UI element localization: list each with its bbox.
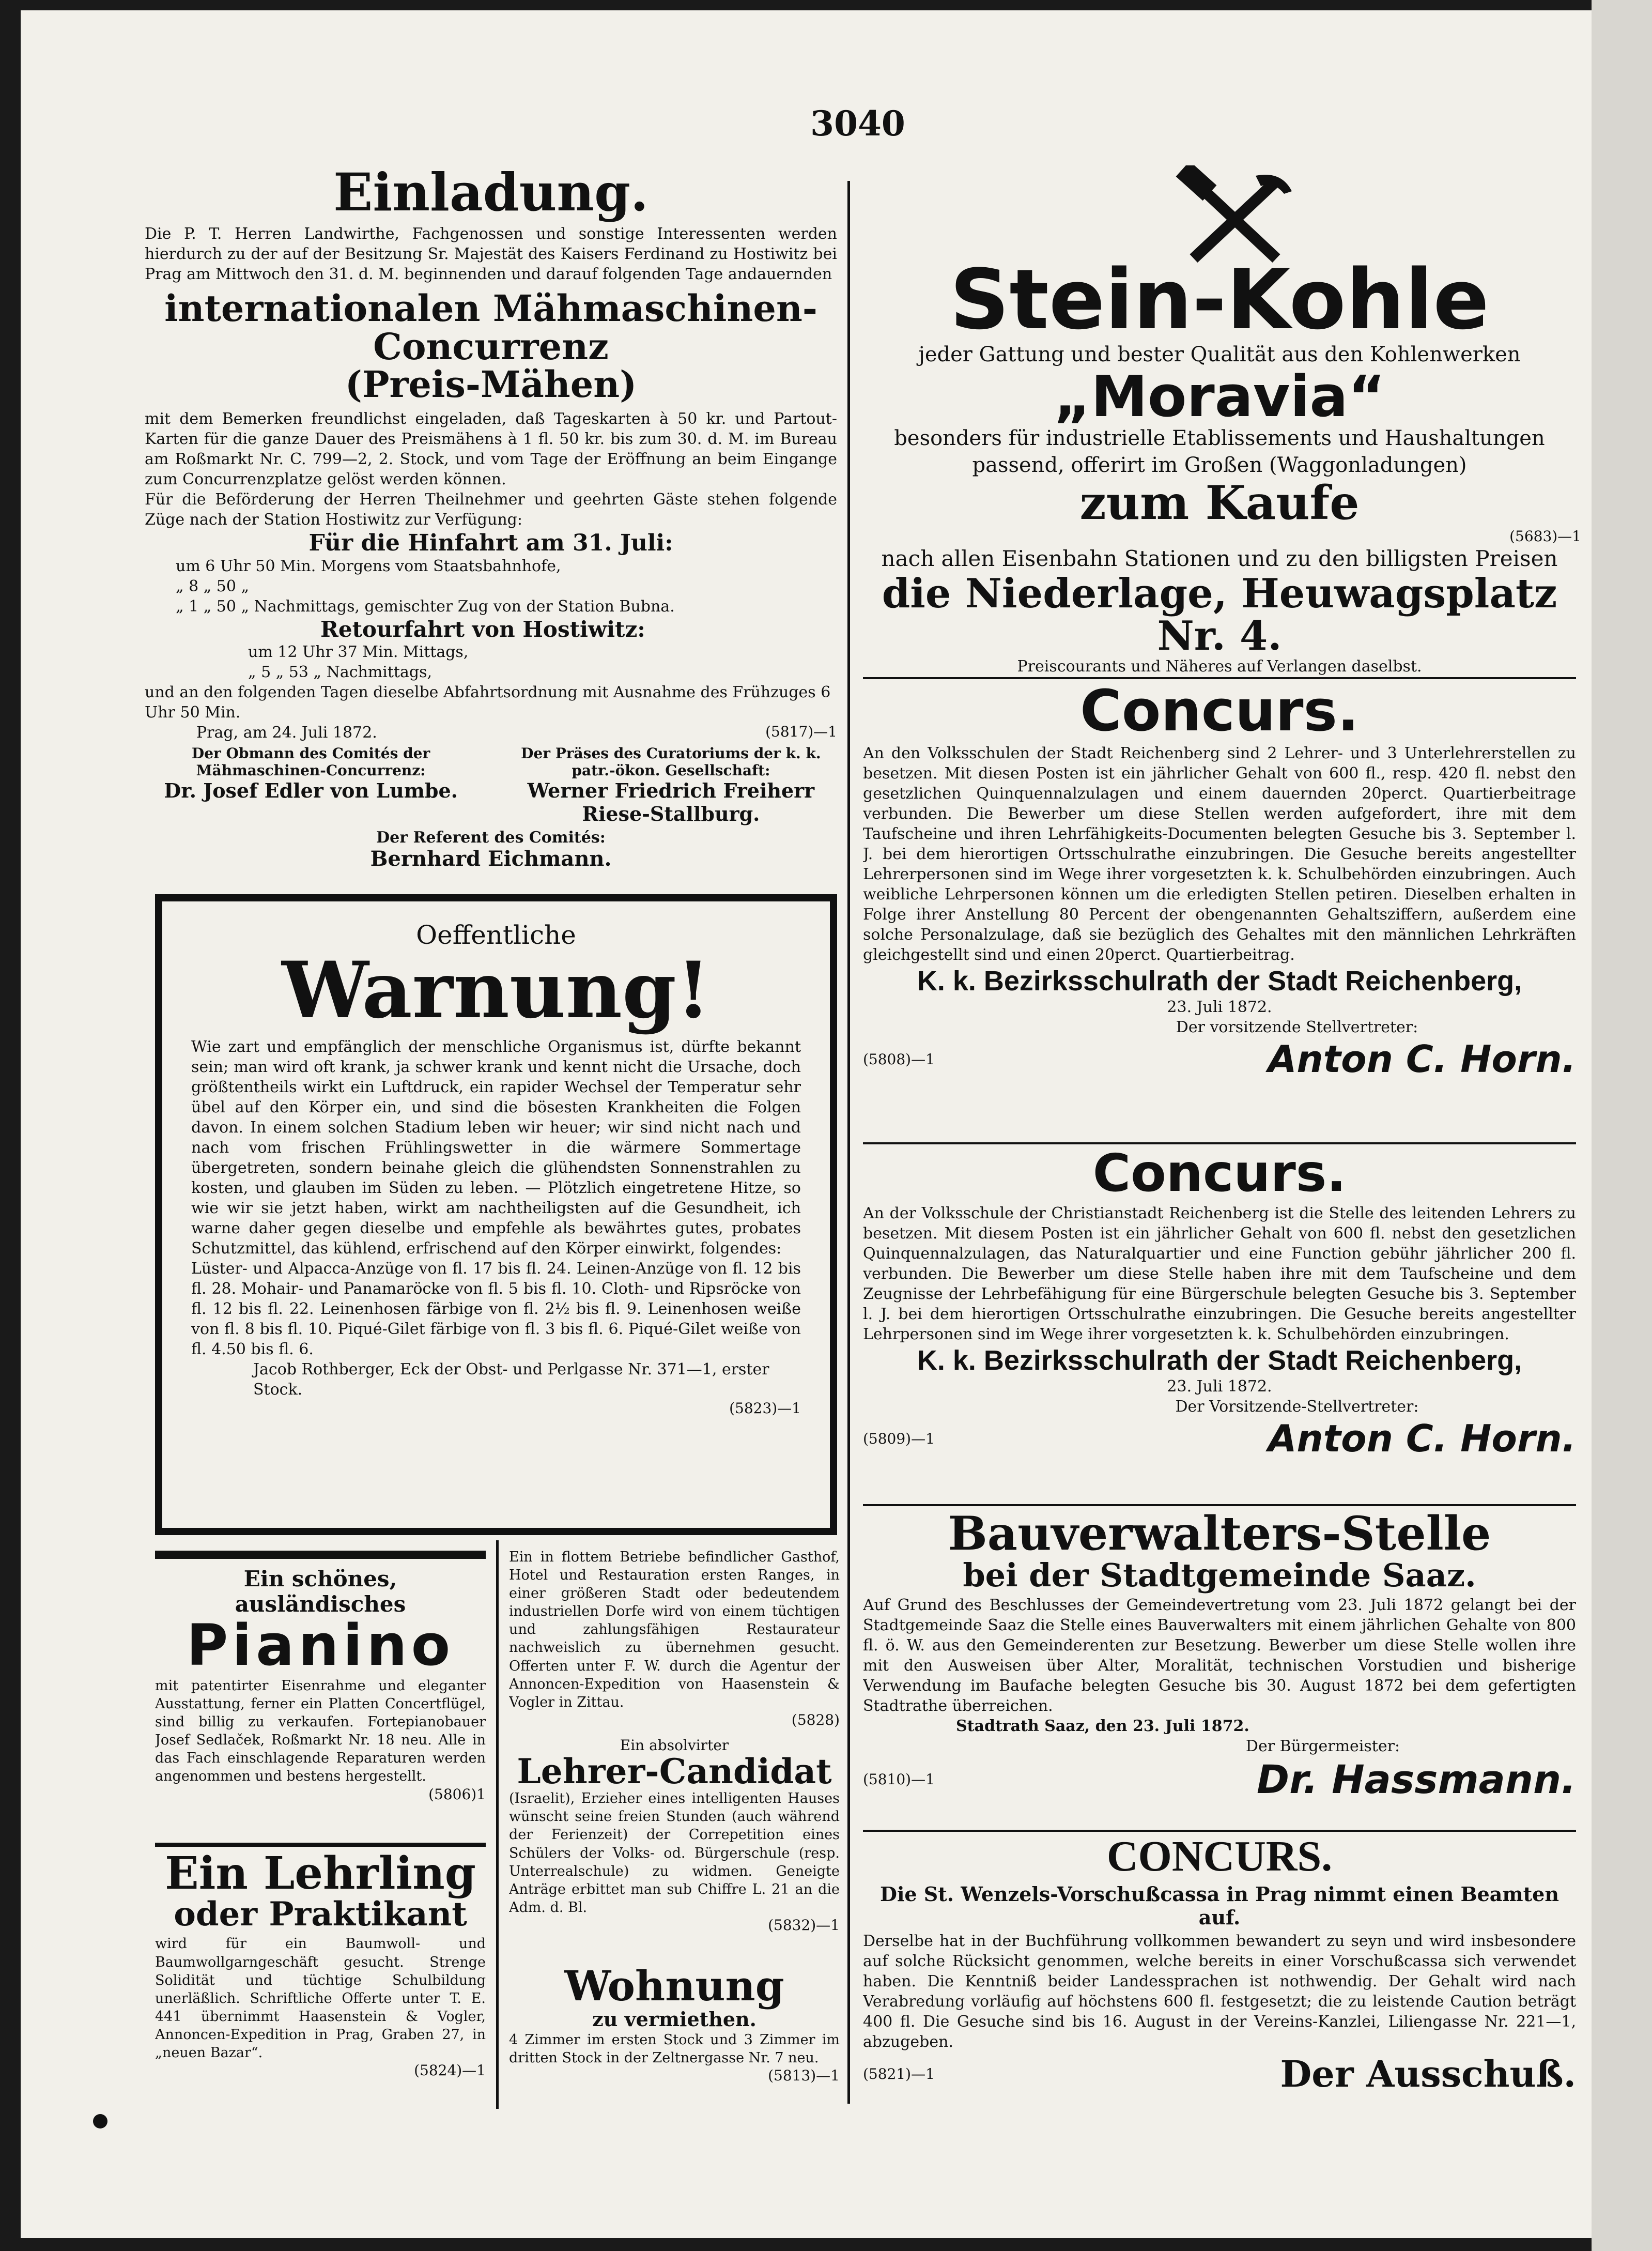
lehrer-title: Lehrer-Candidat xyxy=(517,1751,832,1791)
praeses-title: Der Präses des Curatoriums der k. k. patr.-ökon. Gesellschaft: xyxy=(521,744,821,779)
column-divider-lower xyxy=(496,1540,499,2109)
bauverwalter-sub: bei der Stadtgemeinde Saaz. xyxy=(963,1556,1476,1594)
bauverwalter-ad xyxy=(863,1509,1576,1830)
retour-line: um 12 Uhr 37 Min. Mittags, xyxy=(248,642,469,661)
einladung-subheading: (Preis-Mähen) xyxy=(345,363,637,406)
page-blemish-dot xyxy=(93,2114,107,2129)
gasthof-body: Ein in flottem Betriebe befindlicher Gasthof, Hotel und Restauration ersten Ranges, in einer größeren Stadt oder bedeutendem industriellen Dorfe wird von einem tüchtigen und zahlungsfähigen Restaurateur nachweislich zu übernehmen gesucht. Offerten unter F. W. durch die Agentur der Annoncen-Expedition von Haasenstein & Vogler in Zittau. xyxy=(509,1549,840,1710)
concurs3-title: CONCURS. xyxy=(1106,1835,1333,1880)
retour-title: Retourfahrt von Hostiwitz: xyxy=(320,616,645,642)
hinfahrt-line: um 6 Uhr 50 Min. Morgens vom Staatsbahnhofe, xyxy=(176,557,561,575)
wohnung-ad xyxy=(509,1964,840,2109)
newspaper-page xyxy=(21,10,1592,2238)
concurs2-date: 23. Juli 1872. xyxy=(1167,1377,1272,1396)
concurs1-role: Der vorsitzende Stellvertreter: xyxy=(1176,1018,1418,1036)
concurs2-bottom-rule xyxy=(863,1504,1576,1506)
pianino-pre: Ein schönes, ausländisches xyxy=(235,1566,406,1617)
concurs2-name: Anton C. Horn. xyxy=(1268,1417,1576,1460)
bauverwalter-role: Der Bürgermeister: xyxy=(1245,1737,1400,1755)
hinfahrt-title: Für die Hinfahrt am 31. Juli: xyxy=(308,529,673,556)
bauverwalter-body: Auf Grund des Beschlusses der Gemeindevertretung vom 23. Juli 1872 gelangt bei der Stadtgemeinde Saaz die Stelle eines Bauverwalters mit einem jährlichen Gehalte von 800 fl. ö. W. aus den Gemeinderenten zur Besetzung. Bewerber um diese Stelle wollen ihre mit den Ausweisen über Alter, Moralität, technischen Vorstudien und bisherige Verwendung im Baufache belegten Gesuche bis 30. August 1872 bei dem gefertigten Stadtrathe überreichen. xyxy=(863,1596,1576,1715)
pianino-ad xyxy=(155,1566,486,1835)
pianino-bottom-rule xyxy=(155,1843,486,1847)
bauverwalter-name: Dr. Hassmann. xyxy=(1257,1756,1576,1802)
column-divider xyxy=(847,181,850,2104)
bauverwalter-bottom-rule xyxy=(863,1830,1576,1832)
steinkohle-name: „Moravia“ xyxy=(1054,363,1385,430)
einladung-heading: internationalen Mähmaschinen-Concurrenz xyxy=(164,287,817,368)
wohnung-body: 4 Zimmer im ersten Stock und 3 Zimmer im dritten Stock in der Zeltnergasse Nr. 7 neu. xyxy=(509,2032,840,2066)
warnung-body: Wie zart und empfänglich der menschliche Organismus ist, dürfte bekannt sein; man wird oft krank, ja schwer krank und kennt nicht die Ursache, doch größtentheils wirkt ein Luftdruck, ein rapider Wechsel der Temperatur sehr übel auf den Körper ein, und sind die bösesten Krankheiten die Folgen davon. In einem solchen Stadium leben wir heuer; wir sind nicht nach und nach vom frischen Frühlingswetter in die wärmere Sommertage übergetreten, sondern beinahe gleich die glühendsten Sonnenstrahlen zu kosten, und glauben im Süden zu leben. — Plötzlich eingetretene Hitze, so wie wir sie jetzt haben, wirkt am nachtheiligsten auf die Gesundheit, ich warne daher gegen dieselbe und empfehle als bewährtes gutes, probates Schutzmittel, das kühlend, erfrischend auf den Körper einwirkt, folgendes: xyxy=(191,1037,801,1258)
einladung-title: Einladung. xyxy=(333,165,649,223)
gasthof-ref: (5828) xyxy=(791,1711,840,1728)
concurs2-authority: K. k. Bezirksschulrath der Stadt Reichenberg, xyxy=(917,1345,1522,1376)
einladung-trains-intro: Für die Beförderung der Herren Theilnehmer und geehrten Gäste stehen folgende Züge nach der Station Hostiwitz zur Verfügung: xyxy=(145,490,837,529)
warnung-offer: Lüster- und Alpacca-Anzüge von fl. 17 bis fl. 24. Leinen-Anzüge von fl. 12 bis fl. 28. Mohair- und Panamaröcke von fl. 5 bis fl. 10. Cloth- und Ripsröcke von fl. 12 bis fl. 22. Leinenhosen färbige von fl. 2½ bis fl. 9. Leinenhosen weiße von fl. 8 bis fl. 10. Piqué-Gilet färbige von fl. 3 bis fl. 6. Piqué-Gilet weiße von fl. 4.50 bis fl. 6. xyxy=(191,1259,801,1358)
page-edge-binding xyxy=(1592,0,1652,2251)
referent-name: Bernhard Eichmann. xyxy=(370,846,612,871)
warnung-ref: (5823)—1 xyxy=(729,1399,801,1417)
concurs1-title: Concurs. xyxy=(1080,682,1359,744)
steinkohle-depot: die Niederlage, Heuwagsplatz Nr. 4. xyxy=(882,570,1557,660)
page-number: 3040 xyxy=(810,103,905,144)
obmann-title: Der Obmann des Comités der Mähmaschinen-Concurrenz: xyxy=(191,744,430,779)
gasthof-ad xyxy=(509,1548,840,1734)
lehrer-ref: (5832)—1 xyxy=(768,1916,840,1934)
steinkohle-line1: jeder Gattung und bester Qualität aus den Kohlenwerken xyxy=(918,343,1521,366)
concurs1-body: An den Volksschulen der Stadt Reichenberg sind 2 Lehrer- und 3 Unterlehrerstellen zu besetzen. Mit diesen Posten ist ein jährlicher Gehalt von 600 fl., resp. 420 fl. nebst den gesetzlichen Quinquennalzulagen und einem dauernden 20perct. Quartierbeitrage verbunden. Die Bewerber um diese Stellen werden aufgefordert, ihre mit dem Taufscheine und ihren Lehrfähigkeits-Documenten belegten Gesuche bis 3. September l. J. bei dem hierortigen Ortsschulrathe einzubringen. Die Gesuche bereits angestellter Lehrerpersonen sind im Wege ihrer vorgesetzten k. k. Schulbehörden einzubringen. Auch weibliche Lehrpersonen können um die erledigten Stellen petiren. Dieselben erhalten in Folge ihrer Anstellung 80 Percent der obengenannten Gehaltsziffern, außerdem eine solche Personalzulage, daß sie bezüglich des Gehaltes mit den männlichen Lehrkräften gleichgestellt sind und einen 20perct. Quartierbeitrag. xyxy=(863,744,1576,964)
concurs2-ad xyxy=(863,1147,1576,1504)
steinkohle-bottom-rule xyxy=(863,677,1576,679)
steinkohle-line4: Preiscourants und Näheres auf Verlangen daselbst. xyxy=(1017,657,1422,676)
obmann-name: Dr. Josef Edler von Lumbe. xyxy=(164,778,458,802)
hinfahrt-line: „ 8 „ 50 „ xyxy=(176,577,250,595)
pianino-title: Pianino xyxy=(186,1612,455,1678)
concurs3-lead: Die St. Wenzels-Vorschußcassa in Prag nimmt einen Beamten auf. xyxy=(880,1882,1559,1929)
hammer-and-pick-icon xyxy=(1173,165,1297,269)
steinkohle-line2: besonders für industrielle Etablissements und Haushaltungen passend, offerirt im Großen (Waggonladungen) xyxy=(894,426,1545,477)
steinkohle-title: Stein-Kohle xyxy=(950,258,1489,348)
wohnung-sub: zu vermiethen. xyxy=(592,2008,756,2031)
einladung-ad xyxy=(145,165,837,889)
praeses-name: Werner Friedrich Freiherr Riese-Stallburg. xyxy=(527,778,815,825)
lehrling-ad xyxy=(155,1850,486,2109)
wohnung-ref: (5813)—1 xyxy=(768,2067,840,2085)
einladung-body: mit dem Bemerken freundlichst eingeladen, daß Tageskarten à 50 kr. und Partout-Karten für die ganze Dauer des Preismähens à 1 fl. 50 kr. bis zum 30. d. M. im Bureau am Roßmarkt Nr. C. 799—2, 2. Stock, und vom Tage der Eröffnung an beim Eingange zum Concurrenzplatze gelöst werden können. xyxy=(145,409,837,488)
bauverwalter-title: Bauverwalters-Stelle xyxy=(948,1509,1491,1561)
concurs1-date: 23. Juli 1872. xyxy=(1167,998,1272,1016)
concurs2-title: Concurs. xyxy=(1092,1147,1347,1203)
pianino-body: mit patentirter Eisenrahme und eleganter Ausstattung, ferner ein Platten Concertflügel, sind billig zu verkaufen. Fortepianobauer Josef Sedlaček, Roßmarkt Nr. 18 neu. Alle in das Fach einschlagende Reparaturen werden angenommen und bestens hergestellt. xyxy=(155,1678,486,1785)
concurs1-ad xyxy=(863,682,1576,1142)
hinfahrt-line: „ 1 „ 50 „ Nachmittags, gemischter Zug von der Station Bubna. xyxy=(176,597,675,616)
concurs2-ref: (5809)—1 xyxy=(863,1430,935,1447)
retour-line: „ 5 „ 53 „ Nachmittags, xyxy=(248,663,433,681)
steinkohle-ad xyxy=(858,258,1581,687)
lehrer-pre: Ein absolvirter xyxy=(620,1737,729,1754)
concurs1-name: Anton C. Horn. xyxy=(1268,1037,1576,1081)
einladung-date: Prag, am 24. Juli 1872. xyxy=(196,723,377,742)
retour-note: und an den folgenden Tagen dieselbe Abfahrtsordnung mit Ausnahme des Frühzuges 6 Uhr 50 Min. xyxy=(145,683,831,722)
lehrer-ad xyxy=(509,1737,840,1964)
concurs3-name: Der Ausschuß. xyxy=(1280,2053,1576,2095)
lehrling-body: wird für ein Baumwoll- und Baumwollgarngeschäft gesucht. Strenge Solidität und tüchtige Schulbildung unerläßlich. Schriftliche Offerte unter T. E. 441 übernimmt Haasenstein & Vogler, Annoncen-Expedition in Prag, Graben 27, in „neuen Bazar“. xyxy=(155,1936,486,2061)
steinkohle-ref: (5683)—1 xyxy=(1509,527,1581,545)
concurs2-role: Der Vorsitzende-Stellvertreter: xyxy=(1175,1398,1419,1416)
warnung-signer: Jacob Rothberger, Eck der Obst- und Perlgasse Nr. 371—1, erster Stock. xyxy=(253,1360,769,1399)
concurs3-ad xyxy=(863,1835,1576,2104)
concurs1-authority: K. k. Bezirksschulrath der Stadt Reichenberg, xyxy=(917,966,1522,997)
warnung-pre: Oeffentliche xyxy=(416,920,576,950)
steinkohle-sale: zum Kaufe xyxy=(1079,476,1360,530)
lehrling-title: Ein Lehrling xyxy=(165,1850,476,1900)
lehrling-ref: (5824)—1 xyxy=(414,2062,486,2079)
pianino-top-rule xyxy=(155,1551,486,1559)
concurs1-ref: (5808)—1 xyxy=(863,1050,935,1068)
concurs2-body: An der Volksschule der Christianstadt Reichenberg ist die Stelle des leitenden Lehrers zu besetzen. Mit diesem Posten ist ein jährlicher Gehalt von 600 fl. nebst den gesetzlichen Quinquennalzulagen, das Naturalquartier und eine Function gebühr jährlicher 200 fl. verbunden. Die Bewerber um diese Stelle haben ihre mit dem Taufscheine und dem Zeugnisse der Lehrbefähigung für eine Bürgerschule belegten Gesuche bis 3. September l. J. bei dem hierortigen Ortsschulrathe einzubringen. Die Gesuche bereits angestellter Lehrpersonen sind im Wege ihrer vorgesetzten k. k. Schulbehörden einzubringen. xyxy=(863,1204,1576,1343)
pianino-ref: (5806)1 xyxy=(428,1785,486,1803)
einladung-ref: (5817)—1 xyxy=(765,723,837,740)
lehrer-body: (Israelit), Erzieher eines intelligenten Hauses wünscht seine freien Stunden (auch während der Ferienzeit) der Correpetition eines Schülers der Volks- od. Bürgerschule (resp. Unterrealschule) zu widmen. Geneigte Anträge erbittet man sub Chiffre L. 21 an die Adm. d. Bl. xyxy=(509,1790,840,1916)
lehrling-subtitle: oder Praktikant xyxy=(174,1895,467,1934)
wohnung-title: Wohnung xyxy=(564,1964,784,2010)
warnung-title: Warnung! xyxy=(282,945,711,1036)
concurs3-body: Derselbe hat in der Buchführung vollkommen bewandert zu seyn und wird insbesondere auf solche Rücksicht genommen, welche bereits in einer Vorschußcassa sich verwendet haben. Die Kenntniß beider Landessprachen ist nothwendig. Der Gehalt wird nach Verabredung vorläufig auf höchstens 600 fl. festgesetzt; die zu leistende Caution beträgt 400 fl. Die Gesuche sind bis 16. August in der Vereins-Kanzlei, Liliengasse Nr. 221—1, abzugeben. xyxy=(863,1932,1576,2051)
bauverwalter-signer: Stadtrath Saaz, den 23. Juli 1872. xyxy=(956,1717,1249,1735)
steinkohle-line3: nach allen Eisenbahn Stationen und zu den billigsten Preisen xyxy=(881,545,1558,571)
concurs1-bottom-rule xyxy=(863,1142,1576,1144)
concurs3-ref: (5821)—1 xyxy=(863,2065,935,2083)
referent-title: Der Referent des Comités: xyxy=(376,828,606,847)
bauverwalter-ref: (5810)—1 xyxy=(863,1770,935,1788)
einladung-intro: Die P. T. Herren Landwirthe, Fachgenossen und sonstige Interessenten werden hierdurch zu der auf der Besitzung Sr. Majestät des Kaisers Ferdinand zu Hostiwitz bei Prag am Mittwoch den 31. d. M. beginnenden und darauf folgenden Tage andauernden xyxy=(145,225,837,283)
warnung-ad xyxy=(191,920,801,1514)
